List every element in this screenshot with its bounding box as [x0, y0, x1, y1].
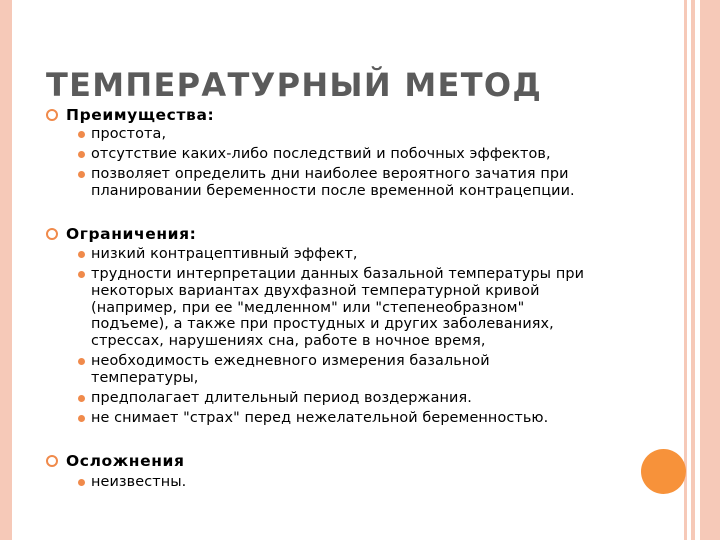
section-heading-text: Осложнения: [66, 452, 185, 471]
section-heading: [46, 225, 686, 243]
slide-content: [46, 106, 686, 491]
list-item: [46, 146, 686, 163]
list-item: [46, 410, 686, 427]
list-item: [46, 390, 686, 407]
ring-bullet-icon: [46, 455, 58, 467]
section-heading: [46, 106, 686, 124]
section-heading-text: Ограничения:: [66, 225, 197, 244]
dot-bullet-icon: [78, 479, 85, 486]
dot-bullet-icon: [78, 151, 85, 158]
dot-bullet-icon: [78, 171, 85, 178]
list-item: [46, 246, 686, 263]
ring-bullet-icon: [46, 228, 58, 240]
item-line: позволяет определить дни наиболее вероятного зачатия при: [91, 166, 569, 183]
dot-bullet-icon: [78, 131, 85, 138]
item-line: отсутствие каких-либо последствий и побочных эффектов,: [91, 146, 551, 163]
right-frame-line: [691, 0, 695, 540]
list-item: [46, 166, 686, 199]
slide-title: ТЕМПЕРАТУРНЫЙ МЕТОД: [46, 66, 543, 104]
section-advantages: [46, 106, 686, 199]
bullet-list: [46, 126, 686, 199]
ring-bullet-icon: [46, 109, 58, 121]
item-line: некоторых вариантах двухфазной температурной кривой: [91, 283, 540, 300]
right-frame-stripe: [700, 0, 720, 540]
item-line: необходимость ежедневного измерения базальной: [91, 352, 490, 369]
item-line: неизвестны.: [91, 474, 187, 491]
item-line: (например, при ее "медленном" или "степенеобразном": [91, 299, 525, 316]
item-line: планировании беременности после временной контрацепции.: [91, 182, 575, 199]
item-line: трудности интерпретации данных базальной температуры при: [91, 266, 585, 283]
dot-bullet-icon: [78, 251, 85, 258]
item-line: низкий контрацептивный эффект,: [91, 246, 358, 263]
section-heading: [46, 452, 686, 470]
section-complications: [46, 452, 686, 491]
item-line: простота,: [91, 126, 167, 142]
dot-bullet-icon: [78, 415, 85, 422]
section-limitations: [46, 225, 686, 426]
item-line: не снимает "страх" перед нежелательной беременностью.: [91, 409, 549, 426]
list-item: [46, 266, 686, 349]
item-line: подъеме), а также при простудных и других заболеваниях,: [91, 316, 554, 333]
bullet-list: [46, 246, 686, 426]
dot-bullet-icon: [78, 358, 85, 365]
section-heading-text: Преимущества:: [66, 106, 215, 124]
dot-bullet-icon: [78, 395, 85, 402]
item-line: предполагает длительный период воздержания.: [91, 389, 472, 406]
bullet-list: [46, 474, 686, 491]
item-line: температуры,: [91, 369, 199, 386]
dot-bullet-icon: [78, 271, 85, 278]
item-line: стрессах, нарушениях сна, работе в ночное время,: [91, 332, 486, 349]
list-item: [46, 126, 686, 143]
left-frame-stripe: [0, 0, 12, 540]
list-item: [46, 474, 686, 491]
list-item: [46, 353, 686, 386]
